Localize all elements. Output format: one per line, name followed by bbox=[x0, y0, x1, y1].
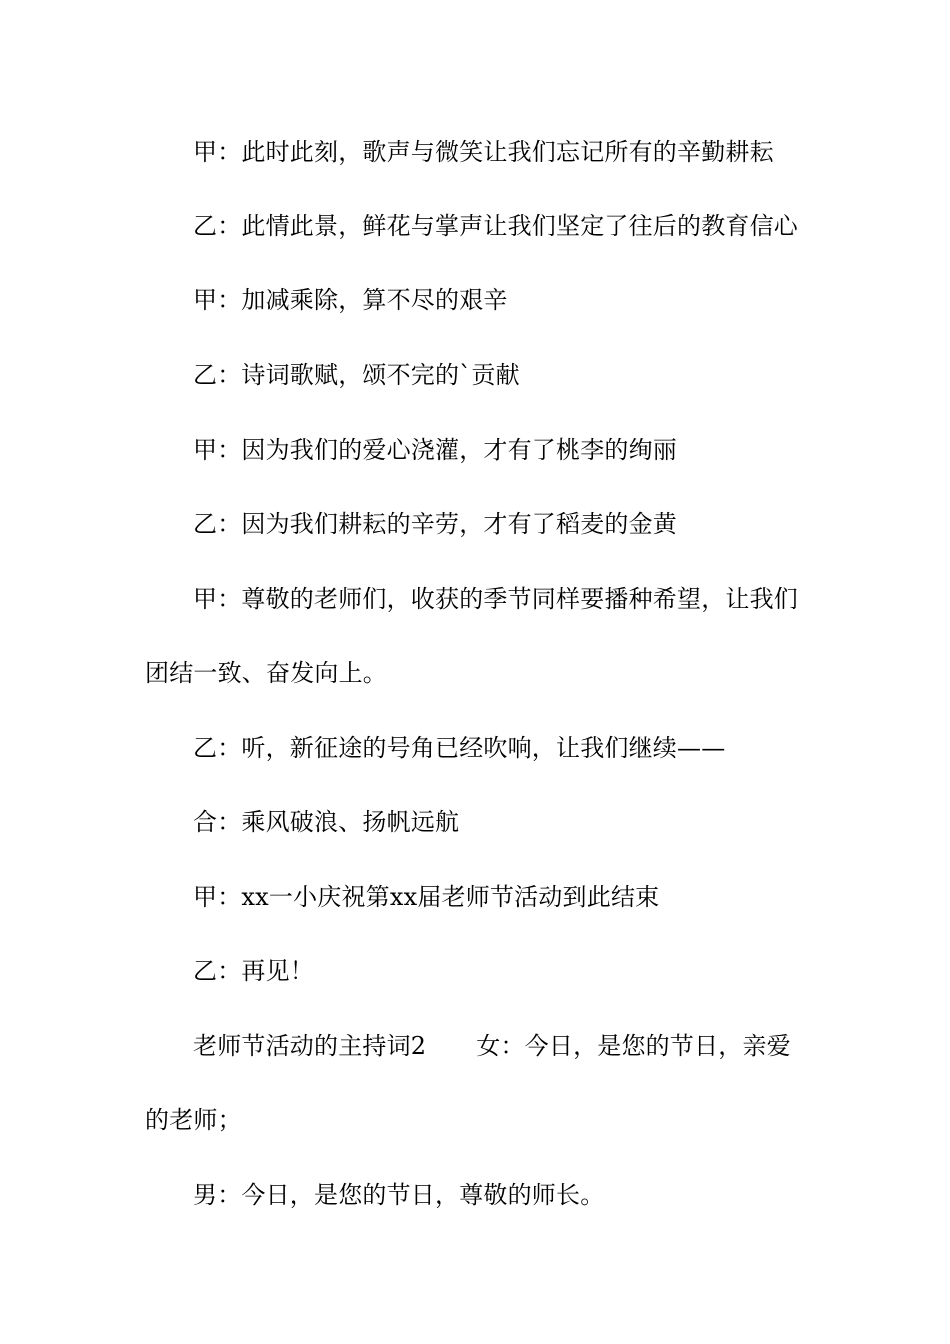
paragraph-line: 甲：此时此刻，歌声与微笑让我们忘记所有的辛勤耕耘 bbox=[193, 138, 774, 166]
paragraph-line: 乙：诗词歌赋，颂不完的`贡献 bbox=[193, 361, 520, 389]
paragraph-line: 甲：因为我们的爱心浇灌，才有了桃李的绚丽 bbox=[193, 436, 677, 464]
paragraph-line: 乙：此情此景，鲜花与掌声让我们坚定了往后的教育信心 bbox=[193, 212, 798, 240]
paragraph-line: 甲：xx一小庆祝第xx届老师节活动到此结束 bbox=[193, 883, 660, 911]
paragraph-line: 合：乘风破浪、扬帆远航 bbox=[193, 808, 460, 836]
paragraph-line: 乙：听，新征途的号角已经吹响，让我们继续—— bbox=[193, 734, 726, 762]
section-heading: 老师节活动的主持词2 bbox=[193, 1032, 427, 1060]
paragraph-line-continuation: 团结一致、奋发向上。 bbox=[145, 659, 387, 687]
paragraph-line-continuation: 的老师； bbox=[145, 1106, 242, 1134]
paragraph-line: 乙：再见！ bbox=[193, 957, 314, 985]
paragraph-line: 甲：尊敬的老师们，收获的季节同样要播种希望，让我们 bbox=[193, 585, 798, 613]
paragraph-line: 男：今日，是您的节日，尊敬的师长。 bbox=[193, 1181, 605, 1209]
paragraph-line: 乙：因为我们耕耘的辛劳，才有了稻麦的金黄 bbox=[193, 510, 677, 538]
paragraph-text: 女：今日，是您的节日，亲爱 bbox=[476, 1032, 791, 1060]
paragraph-line bbox=[193, 1031, 815, 1061]
paragraph-line: 甲：加减乘除，算不尽的艰辛 bbox=[193, 286, 508, 314]
